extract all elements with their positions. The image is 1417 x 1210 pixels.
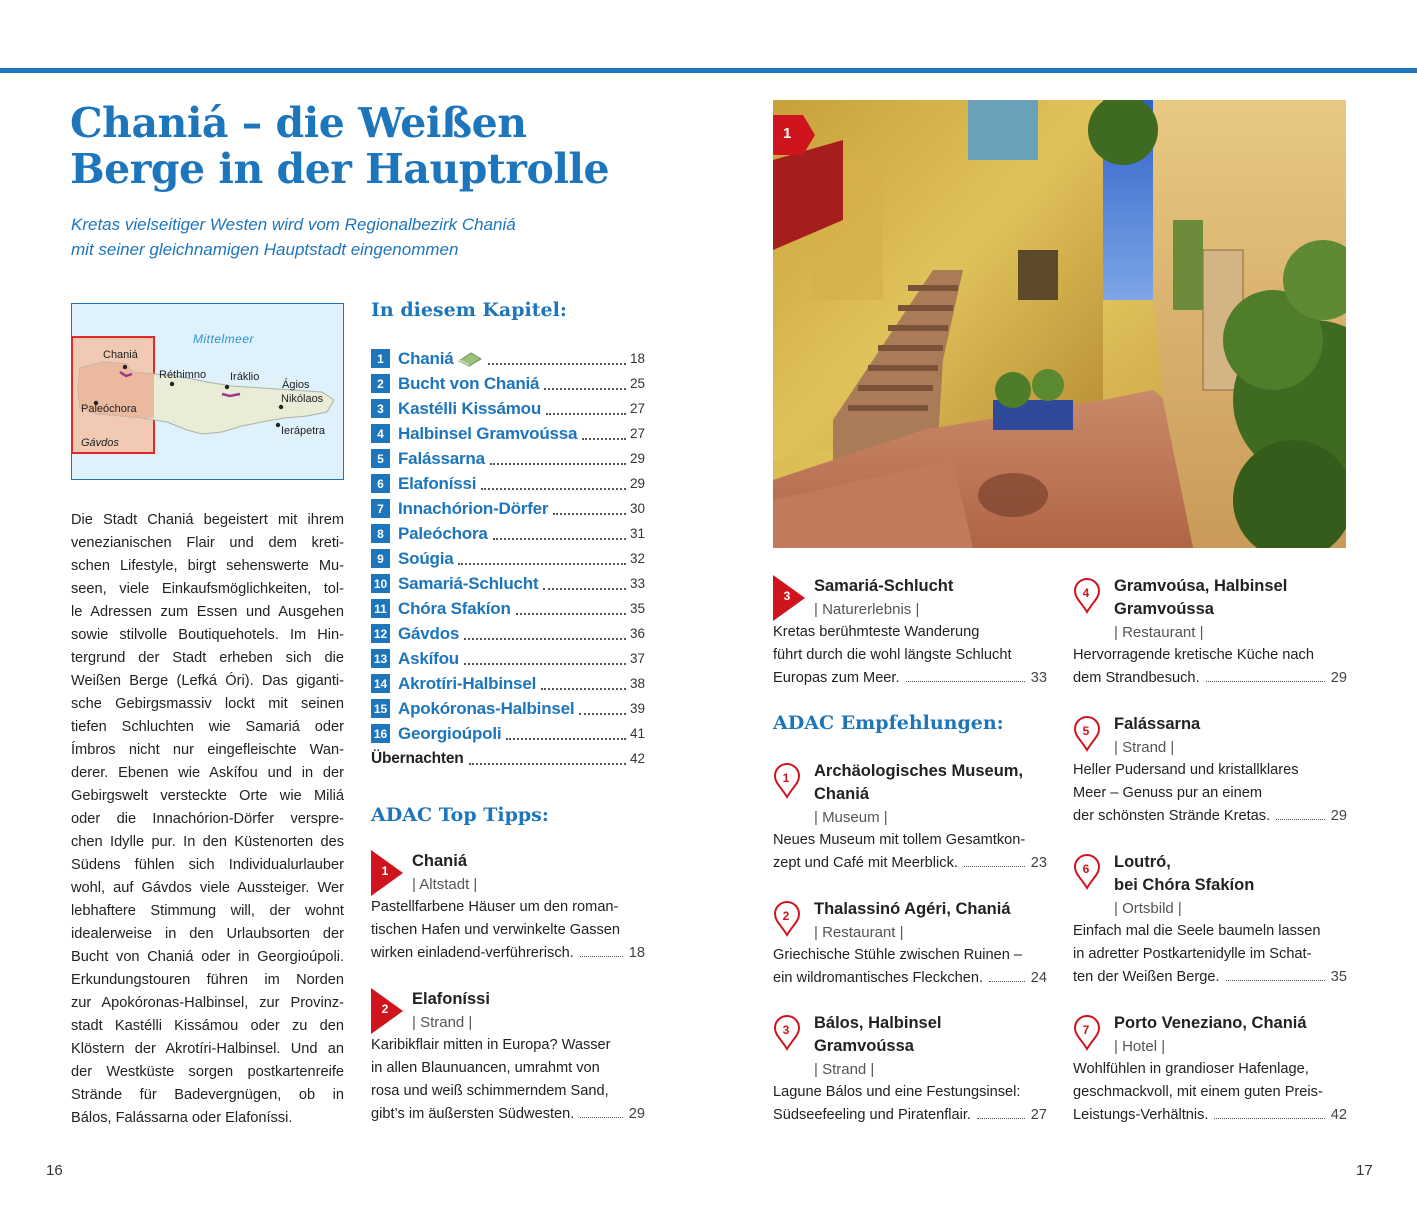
entry-category: | Restaurant | bbox=[814, 924, 904, 941]
dot-leader bbox=[977, 1118, 1025, 1119]
body-line: Gebirgswelt versteckte Orte wie Miliá bbox=[71, 788, 344, 804]
body-line: venezianischen Flair und dem kreti- bbox=[71, 535, 344, 551]
entry-page: 35 bbox=[1330, 969, 1347, 985]
chapter-item bbox=[371, 571, 645, 596]
map-label: Ierápetra bbox=[281, 425, 326, 437]
dot-iraklio bbox=[225, 385, 229, 389]
chapter-item bbox=[371, 621, 645, 646]
chapter-item-page: 37 bbox=[629, 651, 645, 666]
chapter-item bbox=[371, 521, 645, 546]
chapter-item-name: Chóra Sfakíon bbox=[398, 598, 511, 618]
entry-category: | Restaurant | bbox=[1114, 624, 1204, 641]
entry-head bbox=[1073, 575, 1347, 644]
chapter-item bbox=[371, 396, 645, 421]
chapter-item bbox=[371, 346, 645, 371]
entry-page: 24 bbox=[1030, 970, 1047, 986]
entry-category: | Naturerlebnis | bbox=[814, 601, 920, 618]
dot-rethimno bbox=[170, 382, 174, 386]
body-line: stadt Kastélli Kissámou oder zu den bbox=[71, 1018, 344, 1034]
map-label: Réthimno bbox=[159, 369, 207, 381]
entry-head bbox=[1073, 713, 1347, 759]
chapter-item-name: Halbinsel Gramvoússa bbox=[398, 423, 578, 443]
entry-title-line: Thalassinó Agéri, Chaniá bbox=[814, 900, 1011, 918]
description-last-line bbox=[371, 1103, 645, 1126]
map-book-icon bbox=[457, 351, 483, 367]
body-line: sowie stilvolle Boutiquehotels. Im Hin- bbox=[71, 627, 344, 643]
description-line: gibt’s im äußersten Südwesten. bbox=[371, 1106, 575, 1122]
chapter-item-page: 25 bbox=[629, 376, 645, 391]
entry-head bbox=[371, 988, 645, 1034]
recommendation-entry bbox=[1073, 575, 1347, 690]
description-line: Wohlfühlen in grandioser Hafenlage, bbox=[1073, 1061, 1309, 1077]
chapter-item-name: Falássarna bbox=[398, 448, 485, 468]
dot-ierapetra bbox=[276, 423, 280, 427]
recommendation-entry bbox=[1073, 851, 1347, 989]
page-number-right: 17 bbox=[1356, 1162, 1373, 1179]
description-last-line bbox=[773, 1104, 1047, 1127]
description-last-line bbox=[371, 942, 645, 965]
subtitle-line: mit seiner gleichnamigen Hauptstadt eingenommen bbox=[71, 240, 459, 259]
description-line: tischen Hafen und verwinkelte Gassen bbox=[371, 922, 621, 938]
description-last-line bbox=[1073, 1104, 1347, 1127]
entry-title-line: Falássarna bbox=[1114, 715, 1201, 733]
description-line: Kretas berühmteste Wanderung bbox=[773, 624, 980, 640]
body-line: le Adressen zum Essen und Ausgehen bbox=[71, 604, 344, 620]
chapter-item-page: 27 bbox=[629, 426, 645, 441]
chapter-item bbox=[371, 446, 645, 471]
description-line: rosa und weiß schimmerndem Sand, bbox=[371, 1083, 609, 1099]
chapter-item bbox=[371, 646, 645, 671]
marker-number: 6 bbox=[1082, 862, 1090, 876]
recommendation-entry bbox=[773, 1012, 1047, 1127]
dot-leader bbox=[458, 563, 625, 565]
chapter-item-page: 29 bbox=[629, 451, 645, 466]
entry-category: | Strand | bbox=[1114, 739, 1175, 756]
dot-leader bbox=[481, 488, 626, 490]
body-line: chen Idylle pur. In den Küstenorten des bbox=[71, 834, 344, 850]
map-label: Nikólaos bbox=[281, 393, 324, 405]
dot-leader bbox=[464, 638, 626, 640]
tip-marker bbox=[773, 575, 805, 621]
marker-number: 1 bbox=[381, 864, 389, 878]
entry-title-line: Chaniá bbox=[814, 785, 870, 803]
recommendation-marker bbox=[773, 901, 801, 937]
body-line: wohl, auf Gávdos viele Aussteiger. Wer bbox=[71, 880, 344, 896]
marker-number: 5 bbox=[1082, 724, 1090, 738]
body-line: zur Apokóronas-Halbinsel, zur Provinz- bbox=[71, 995, 344, 1011]
recommendations-heading: ADAC Empfehlungen: bbox=[773, 712, 1004, 734]
map-graphic bbox=[72, 304, 344, 480]
chapter-item-name: Gávdos bbox=[398, 623, 460, 643]
entry-head bbox=[371, 850, 645, 896]
entry-category: | Strand | bbox=[814, 1061, 875, 1078]
page-number-left: 16 bbox=[46, 1162, 63, 1179]
chapter-item bbox=[371, 471, 645, 496]
chapter-number-badge: 3 bbox=[371, 399, 390, 418]
page-title bbox=[70, 100, 690, 192]
map-label: Chaniá bbox=[103, 349, 138, 361]
entry-category: | Ortsbild | bbox=[1114, 900, 1182, 917]
photo-graphic bbox=[773, 100, 1346, 548]
dot-leader bbox=[989, 981, 1025, 982]
chapter-item-name: Askífou bbox=[398, 648, 459, 668]
chapter-item-page: 41 bbox=[629, 726, 645, 741]
body-line: lebhaftere Stimmung will, der wohnt bbox=[71, 903, 344, 919]
entry-page: 42 bbox=[1330, 1107, 1347, 1123]
body-line: Südens fühlen sich Individualurlauber bbox=[71, 857, 344, 873]
chapter-number-badge: 12 bbox=[371, 624, 390, 643]
recommendation-marker bbox=[1073, 578, 1101, 614]
entry-category: | Museum | bbox=[814, 809, 888, 826]
entry-category: | Strand | bbox=[412, 1014, 473, 1031]
recommendation-entry bbox=[773, 898, 1047, 990]
entry-description bbox=[773, 1081, 1047, 1127]
entry-title: Elafoníssi bbox=[412, 990, 490, 1008]
description-line: zept und Café mit Meerblick. bbox=[773, 855, 958, 871]
dot-leader bbox=[906, 681, 1025, 682]
entry-title-line: Bálos, Halbinsel bbox=[814, 1014, 942, 1032]
map-label: Iráklio bbox=[230, 371, 260, 383]
body-line: Bucht von Chaniá oder in Georgioúpoli. bbox=[71, 949, 344, 965]
recommendation-marker bbox=[1073, 1015, 1101, 1051]
chapter-item-name: Elafoníssi bbox=[398, 473, 477, 493]
description-line: Neues Museum mit tollem Gesamtkon- bbox=[773, 832, 1026, 848]
chapter-number-badge: 8 bbox=[371, 524, 390, 543]
chapter-item bbox=[371, 371, 645, 396]
marker-number: 7 bbox=[1082, 1023, 1090, 1037]
description-line: geschmackvoll, mit einem guten Preis- bbox=[1073, 1084, 1323, 1100]
chapter-number-badge: 10 bbox=[371, 574, 390, 593]
description-line: Pastellfarbene Häuser um den roman- bbox=[371, 899, 619, 915]
entry-head bbox=[773, 575, 1047, 621]
map-label: Paleóchora bbox=[81, 403, 137, 415]
body-line: schen Lifestyle, birgt sehenswerte Mu- bbox=[71, 558, 344, 574]
chapter-item-page: 18 bbox=[629, 351, 645, 366]
body-line: seen, viele Einkaufsmöglichkeiten, tol- bbox=[71, 581, 344, 597]
body-line: Strände für Badevergnügen, ob in bbox=[71, 1087, 344, 1103]
description-line: Lagune Bálos und eine Festungsinsel: bbox=[773, 1084, 1021, 1100]
entry-head bbox=[773, 898, 1047, 944]
dot-leader bbox=[964, 866, 1025, 867]
chapter-item-page: 27 bbox=[629, 401, 645, 416]
dot-leader bbox=[553, 513, 626, 515]
dot-leader bbox=[506, 738, 626, 740]
chapter-number-badge: 6 bbox=[371, 474, 390, 493]
entry-page: 27 bbox=[1030, 1107, 1047, 1123]
chapter-item bbox=[371, 546, 645, 571]
chapter-number-badge: 15 bbox=[371, 699, 390, 718]
chapter-item bbox=[371, 496, 645, 521]
entry-description bbox=[1073, 759, 1347, 828]
description-line: dem Strandbesuch. bbox=[1073, 670, 1200, 686]
chania-alley-photo bbox=[773, 100, 1346, 548]
dot-leader bbox=[580, 1117, 622, 1118]
chapter-item bbox=[371, 721, 645, 746]
description-line: der schönsten Strände Kretas. bbox=[1073, 808, 1271, 824]
entry-description bbox=[773, 829, 1047, 875]
chapter-item-page: 35 bbox=[629, 601, 645, 616]
entry-title: Samariá-Schlucht bbox=[814, 577, 954, 595]
chapter-item-name: Übernachten bbox=[371, 749, 464, 767]
body-line: sche Gebirgsmassiv lockt mit seinen bbox=[71, 696, 344, 712]
chapter-item-name: Innachórion-Dörfer bbox=[398, 498, 549, 518]
chapter-number-badge: 1 bbox=[371, 349, 390, 368]
entry-title-line: Gramvoúsa, Halbinsel bbox=[1114, 577, 1288, 595]
description-last-line bbox=[1073, 966, 1347, 989]
entry-head bbox=[1073, 851, 1347, 920]
chapter-item-page: 33 bbox=[629, 576, 645, 591]
body-line: Erkundungstouren führen im Norden bbox=[71, 972, 344, 988]
body-line: tergrund der Stadt erheben sich die bbox=[71, 650, 344, 666]
chapter-item-name: Chaniá bbox=[398, 348, 454, 368]
chapter-number-badge: 7 bbox=[371, 499, 390, 518]
marker-number: 3 bbox=[782, 1023, 790, 1037]
dot-leader bbox=[1276, 819, 1325, 820]
body-line: tiefen Schluchten wie Samariá oder bbox=[71, 719, 344, 735]
dot-leader bbox=[544, 388, 626, 390]
entry-page: 23 bbox=[1030, 855, 1047, 871]
description-last-line bbox=[773, 967, 1047, 990]
top-tips-heading: ADAC Top Tipps: bbox=[371, 804, 549, 826]
description-line: in adretter Postkartenidylle im Schat- bbox=[1073, 946, 1312, 962]
description-last-line bbox=[1073, 667, 1347, 690]
recommendation-marker bbox=[1073, 716, 1101, 752]
chapter-item-name: Paleóchora bbox=[398, 523, 488, 543]
chapter-item-name: Akrotíri-Halbinsel bbox=[398, 673, 537, 693]
description-line: Meer – Genuss pur an einem bbox=[1073, 785, 1263, 801]
entry-title: Chaniá bbox=[412, 852, 468, 870]
chapter-number-badge: 2 bbox=[371, 374, 390, 393]
chapter-item-accommodation bbox=[371, 746, 645, 771]
chapter-item-name: Samariá-Schlucht bbox=[398, 573, 539, 593]
body-line: Die Stadt Chaniá begeistert mit ihrem bbox=[71, 512, 344, 528]
recommendation-marker bbox=[1073, 854, 1101, 890]
dot-leader bbox=[582, 438, 626, 440]
body-line: derer. Ebenen wie Askífou und in der bbox=[71, 765, 344, 781]
entry-title-line: Loutró, bbox=[1114, 853, 1171, 871]
chapter-item-page: 36 bbox=[629, 626, 645, 641]
description-line: Hervorragende kretische Küche nach bbox=[1073, 647, 1314, 663]
description-line: führt durch die wohl längste Schlucht bbox=[773, 647, 1012, 663]
description-line: Heller Pudersand und kristallklares bbox=[1073, 762, 1299, 778]
description-line: in allen Blaunuancen, umrahmt von bbox=[371, 1060, 600, 1076]
entry-category: | Altstadt | bbox=[412, 876, 478, 893]
chapter-number-badge: 4 bbox=[371, 424, 390, 443]
description-line: Leistungs-Verhältnis. bbox=[1073, 1107, 1209, 1123]
entry-page: 29 bbox=[1330, 808, 1347, 824]
chapter-item bbox=[371, 596, 645, 621]
description-line: Südseefeeling und Piratenflair. bbox=[773, 1107, 971, 1123]
entry-description bbox=[773, 621, 1047, 690]
entry-page: 29 bbox=[628, 1106, 645, 1122]
entry-description bbox=[1073, 644, 1347, 690]
chapter-item-page: 42 bbox=[629, 751, 645, 766]
chapter-item-name: Kastélli Kissámou bbox=[398, 398, 542, 418]
dot-leader bbox=[516, 613, 626, 615]
dot-leader bbox=[488, 363, 625, 365]
body-line: der Westküste sorgen postkartenreife bbox=[71, 1064, 344, 1080]
photo-badge-flag bbox=[773, 115, 818, 155]
dot-leader bbox=[493, 538, 626, 540]
description-line: ten der Weißen Berge. bbox=[1073, 969, 1220, 985]
chapter-item-page: 31 bbox=[629, 526, 645, 541]
tip-marker bbox=[371, 850, 403, 896]
tip-marker bbox=[371, 988, 403, 1034]
chapter-item bbox=[371, 421, 645, 446]
recommendation-marker bbox=[773, 763, 801, 799]
chapter-item-name: Soúgia bbox=[398, 548, 454, 568]
map-label: Gávdos bbox=[81, 437, 119, 449]
entry-description bbox=[773, 944, 1047, 990]
marker-number: 1 bbox=[782, 771, 790, 785]
description-line: Europas zum Meer. bbox=[773, 670, 900, 686]
crete-overview-map bbox=[71, 303, 344, 480]
title-line: Chaniá – die Weißen bbox=[70, 99, 527, 147]
photo-badge-number: 1 bbox=[783, 125, 792, 142]
dot-leader bbox=[543, 588, 626, 590]
dot-leader bbox=[580, 956, 623, 957]
top-tip-entry bbox=[371, 988, 645, 1126]
entry-page: 29 bbox=[1330, 670, 1347, 686]
chapter-item-name: Apokóronas-Halbinsel bbox=[398, 698, 575, 718]
dot-leader bbox=[490, 463, 626, 465]
entry-description bbox=[371, 1034, 645, 1126]
chapter-item-page: 38 bbox=[629, 676, 645, 691]
chapter-item-name: Georgioúpoli bbox=[398, 723, 502, 743]
body-line: Bálos, Falássarna oder Elafoníssi. bbox=[71, 1110, 293, 1126]
chapter-list bbox=[371, 346, 645, 771]
map-label: Ágios bbox=[282, 379, 310, 391]
description-line: ein wildromantisches Fleckchen. bbox=[773, 970, 984, 986]
description-line: Griechische Stühle zwischen Ruinen – bbox=[773, 947, 1023, 963]
body-line: Ímbros nicht nur eingefleischte Wan- bbox=[71, 742, 344, 758]
description-line: Einfach mal die Seele baumeln lassen bbox=[1073, 923, 1321, 939]
dot-leader bbox=[541, 688, 626, 690]
entry-title-line: Porto Veneziano, Chaniá bbox=[1114, 1014, 1307, 1032]
recommendation-entry bbox=[1073, 1012, 1347, 1127]
entry-description bbox=[371, 896, 645, 965]
entry-title-line: Gramvoússa bbox=[814, 1037, 914, 1055]
entry-description bbox=[1073, 1058, 1347, 1127]
entry-page: 33 bbox=[1030, 670, 1047, 686]
marker-number: 3 bbox=[783, 589, 791, 603]
entry-category: | Hotel | bbox=[1114, 1038, 1166, 1055]
entry-head bbox=[773, 1012, 1047, 1081]
marker-number: 2 bbox=[782, 909, 790, 923]
chapter-number-badge: 9 bbox=[371, 549, 390, 568]
dot-leader bbox=[464, 663, 626, 665]
recommendation-entry bbox=[773, 760, 1047, 875]
body-line: oder die Innachórion-Dörfer verspre- bbox=[71, 811, 344, 827]
page-subtitle bbox=[71, 212, 631, 262]
marker-number: 2 bbox=[381, 1002, 389, 1016]
description-line: wirken einladend-verführerisch. bbox=[371, 945, 574, 961]
recommendation-marker bbox=[773, 1015, 801, 1051]
chapter-item bbox=[371, 696, 645, 721]
chapter-number-badge: 5 bbox=[371, 449, 390, 468]
description-last-line bbox=[1073, 805, 1347, 828]
dot-leader bbox=[469, 763, 626, 765]
dot-chania bbox=[123, 365, 127, 369]
subtitle-line: Kretas vielseitiger Westen wird vom Regionalbezirk Chaniá bbox=[71, 215, 516, 234]
chapter-number-badge: 16 bbox=[371, 724, 390, 743]
body-line: Weißen Berge (Lefká Óri). Das giganti- bbox=[71, 673, 344, 689]
top-tip-entry bbox=[773, 575, 1047, 690]
entry-head bbox=[1073, 1012, 1347, 1058]
chapter-heading: In diesem Kapitel: bbox=[371, 299, 567, 321]
chapter-item-name: Bucht von Chaniá bbox=[398, 373, 540, 393]
top-tip-entry bbox=[371, 850, 645, 965]
description-line: Karibikflair mitten in Europa? Wasser bbox=[371, 1037, 611, 1053]
dot-leader bbox=[579, 713, 626, 715]
entry-title-line: Archäologisches Museum, bbox=[814, 762, 1024, 780]
entry-head bbox=[773, 760, 1047, 829]
entry-title-line: Gramvoússa bbox=[1114, 600, 1214, 618]
entry-description bbox=[1073, 920, 1347, 989]
intro-body-text bbox=[71, 509, 344, 1130]
entry-title-line: bei Chóra Sfakíon bbox=[1114, 876, 1255, 894]
photo-badge bbox=[773, 115, 818, 155]
body-line: Klöstern der Akrotíri-Halbinsel. Und an bbox=[71, 1041, 344, 1057]
chapter-number-badge: 14 bbox=[371, 674, 390, 693]
description-last-line bbox=[773, 667, 1047, 690]
chapter-number-badge: 11 bbox=[371, 599, 390, 618]
chapter-item-page: 32 bbox=[629, 551, 645, 566]
recommendation-entry bbox=[1073, 713, 1347, 828]
entry-page: 18 bbox=[628, 945, 645, 961]
marker-number: 4 bbox=[1082, 586, 1090, 600]
description-last-line bbox=[773, 852, 1047, 875]
map-label-sea: Mittelmeer bbox=[193, 332, 255, 346]
dot-leader bbox=[1214, 1118, 1324, 1119]
chapter-item-page: 30 bbox=[629, 501, 645, 516]
chapter-item-page: 39 bbox=[629, 701, 645, 716]
dot-leader bbox=[546, 413, 626, 415]
body-line: idealerweise in den Urlaubsorten der bbox=[71, 926, 344, 942]
dot-agios-nikolaos bbox=[279, 405, 283, 409]
chapter-item-page: 29 bbox=[629, 476, 645, 491]
dot-leader bbox=[1226, 980, 1325, 981]
top-rule bbox=[0, 68, 1417, 73]
chapter-item bbox=[371, 671, 645, 696]
dot-leader bbox=[1206, 681, 1325, 682]
title-line: Berge in der Hauptrolle bbox=[70, 145, 610, 193]
chapter-number-badge: 13 bbox=[371, 649, 390, 668]
